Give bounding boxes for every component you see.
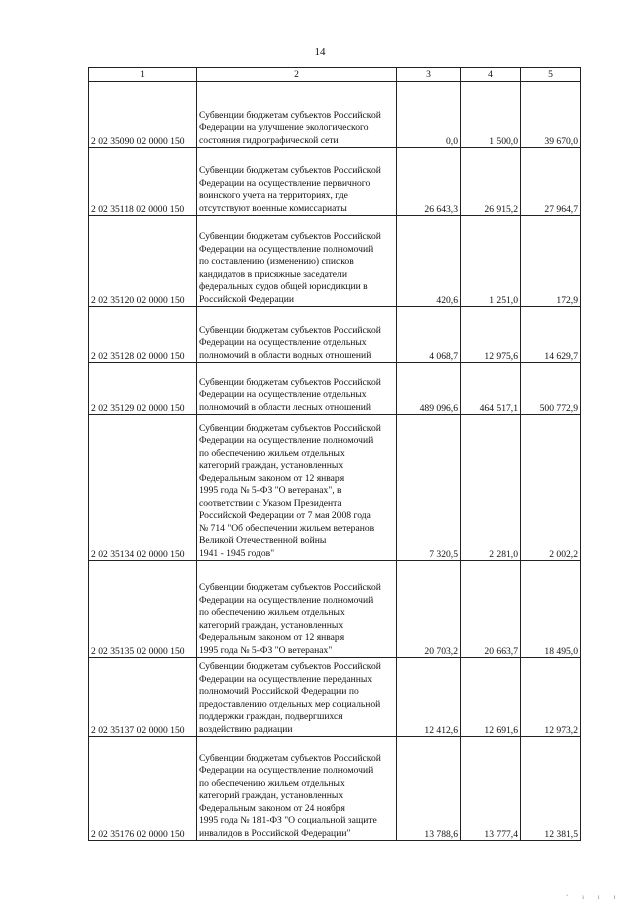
column-header: 3	[397, 68, 461, 82]
row-description: Субвенции бюджетам субъектов Российской Федерации на осуществление переданных полномочий Российской Федерации по предоставлению отдельных мер социальной поддержки граждан, подвергшихся воздействию радиации	[197, 658, 397, 737]
value-col-3: 12 412,6	[397, 658, 461, 737]
row-description: Субвенции бюджетам субъектов Российской Федерации на осуществление первичного воинского учета на территориях, где отсутствуют военные комиссариаты	[197, 148, 397, 216]
budget-code: 2 02 35118 02 0000 150	[89, 148, 197, 216]
value-col-5: 18 495,0	[521, 561, 581, 658]
value-col-5: 12 381,5	[521, 737, 581, 841]
value-col-3: 4 068,7	[397, 307, 461, 363]
row-description: Субвенции бюджетам субъектов Российской Федерации на осуществление полномочий по обеспечению жильем отдельных категорий граждан, установленных Федеральным законом от 12 января 1995 года № 5-ФЗ "О ветеранах", в соответствии с Указом Президента Российской Федерации от 7 мая 2008 года № 714 "Об обеспечении жильем ветеранов Великой Отечественной войны 1941 - 1945 годов"	[197, 415, 397, 561]
value-col-3: 20 703,2	[397, 561, 461, 658]
table-row	[89, 363, 581, 415]
budget-code: 2 02 35135 02 0000 150	[89, 561, 197, 658]
value-col-5: 39 670,0	[521, 82, 581, 148]
value-col-3: 7 320,5	[397, 415, 461, 561]
table-row	[89, 658, 581, 737]
row-description: Субвенции бюджетам субъектов Российской Федерации на осуществление отдельных полномочий в области лесных отношений	[197, 363, 397, 415]
row-description: Субвенции бюджетам субъектов Российской Федерации на улучшение экологического состояния гидрографической сети	[197, 82, 397, 148]
value-col-4: 12 691,6	[461, 658, 521, 737]
scan-marks: ‘ ı ı ı	[566, 893, 622, 901]
table-row	[89, 82, 581, 148]
table-row	[89, 307, 581, 363]
table-row	[89, 148, 581, 216]
budget-code: 2 02 35134 02 0000 150	[89, 415, 197, 561]
value-col-4: 464 517,1	[461, 363, 521, 415]
row-description: Субвенции бюджетам субъектов Российской Федерации на осуществление полномочий по обеспечению жильем отдельных категорий граждан, установленных Федеральным законом от 12 января 1995 года № 5-ФЗ "О ветеранах"	[197, 561, 397, 658]
value-col-5: 14 629,7	[521, 307, 581, 363]
value-col-4: 13 777,4	[461, 737, 521, 841]
value-col-5: 27 964,7	[521, 148, 581, 216]
column-header: 2	[197, 68, 397, 82]
value-col-3: 13 788,6	[397, 737, 461, 841]
row-description: Субвенции бюджетам субъектов Российской Федерации на осуществление полномочий по составлению (изменению) списков кандидатов в присяжные заседатели федеральных судов общей юрисдикции в Российской Федерации	[197, 216, 397, 307]
value-col-3: 420,6	[397, 216, 461, 307]
column-header: 1	[89, 68, 197, 82]
budget-code: 2 02 35090 02 0000 150	[89, 82, 197, 148]
budget-code: 2 02 35137 02 0000 150	[89, 658, 197, 737]
table-row	[89, 415, 581, 561]
value-col-5: 2 002,2	[521, 415, 581, 561]
table-row	[89, 216, 581, 307]
value-col-4: 1 500,0	[461, 82, 521, 148]
value-col-3: 0,0	[397, 82, 461, 148]
value-col-4: 12 975,6	[461, 307, 521, 363]
value-col-5: 12 973,2	[521, 658, 581, 737]
row-description: Субвенции бюджетам субъектов Российской Федерации на осуществление отдельных полномочий в области водных отношений	[197, 307, 397, 363]
budget-code: 2 02 35120 02 0000 150	[89, 216, 197, 307]
budget-code: 2 02 35129 02 0000 150	[89, 363, 197, 415]
value-col-3: 26 643,3	[397, 148, 461, 216]
budget-table	[88, 67, 581, 841]
value-col-5: 172,9	[521, 216, 581, 307]
table-row	[89, 561, 581, 658]
value-col-4: 20 663,7	[461, 561, 521, 658]
budget-code: 2 02 35128 02 0000 150	[89, 307, 197, 363]
value-col-4: 26 915,2	[461, 148, 521, 216]
column-header: 5	[521, 68, 581, 82]
row-description: Субвенции бюджетам субъектов Российской Федерации на осуществление полномочий по обеспечению жильем отдельных категорий граждан, установленных Федеральным законом от 24 ноября 1995 года № 181-ФЗ "О социальной защите инвалидов в Российской Федерации"	[197, 737, 397, 841]
value-col-4: 2 281,0	[461, 415, 521, 561]
budget-code: 2 02 35176 02 0000 150	[89, 737, 197, 841]
table-header-row	[89, 68, 581, 82]
column-header: 4	[461, 68, 521, 82]
table-row	[89, 737, 581, 841]
value-col-3: 489 096,6	[397, 363, 461, 415]
value-col-5: 500 772,9	[521, 363, 581, 415]
page-number: 14	[314, 46, 326, 58]
value-col-4: 1 251,0	[461, 216, 521, 307]
